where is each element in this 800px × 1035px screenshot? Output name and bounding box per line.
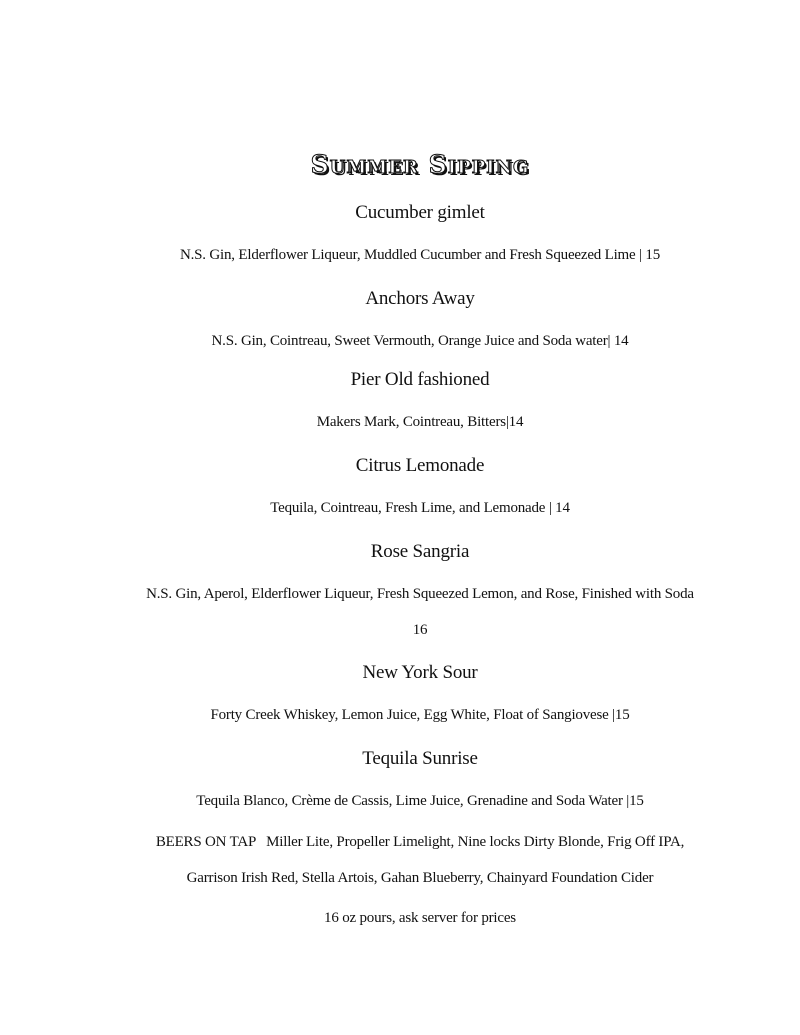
drink-name: New York Sour — [362, 662, 478, 683]
beers-on-tap-line — [0, 834, 800, 851]
drink-description: Tequila Blanco, Crème de Cassis, Lime Juice, Grenadine and Soda Water |15 — [196, 793, 644, 809]
menu-title: Summer Sipping — [310, 150, 530, 179]
beers-note: 16 oz pours, ask server for prices — [324, 910, 516, 926]
drink-name: Anchors Away — [365, 288, 475, 309]
drink-name: Citrus Lemonade — [355, 455, 485, 476]
drink-description: Makers Mark, Cointreau, Bitters|14 — [316, 414, 524, 430]
beers-on-tap-label: BEERS ON TAP — [155, 834, 257, 850]
drink-description: N.S. Gin, Aperol, Elderflower Liqueur, Fresh Squeezed Lemon, and Rose, Finished with Soda — [146, 586, 694, 602]
drink-description: N.S. Gin, Cointreau, Sweet Vermouth, Orange Juice and Soda water| 14 — [211, 333, 629, 349]
drink-name: Pier Old fashioned — [350, 369, 490, 390]
drink-price: 16 — [412, 622, 428, 638]
drink-name: Rose Sangria — [370, 541, 470, 562]
drink-name: Cucumber gimlet — [355, 202, 485, 223]
drink-description: N.S. Gin, Elderflower Liqueur, Muddled Cucumber and Fresh Squeezed Lime | 15 — [179, 247, 660, 263]
drink-name: Tequila Sunrise — [362, 748, 478, 769]
drink-description: Tequila, Cointreau, Fresh Lime, and Lemonade | 14 — [270, 500, 570, 516]
drink-description: Forty Creek Whiskey, Lemon Juice, Egg White, Float of Sangiovese |15 — [210, 707, 630, 723]
beers-list: Miller Lite, Propeller Limelight, Nine locks Dirty Blonde, Frig Off IPA, — [266, 834, 685, 850]
beers-list-continued: Garrison Irish Red, Stella Artois, Gahan Blueberry, Chainyard Foundation Cider — [186, 870, 654, 886]
